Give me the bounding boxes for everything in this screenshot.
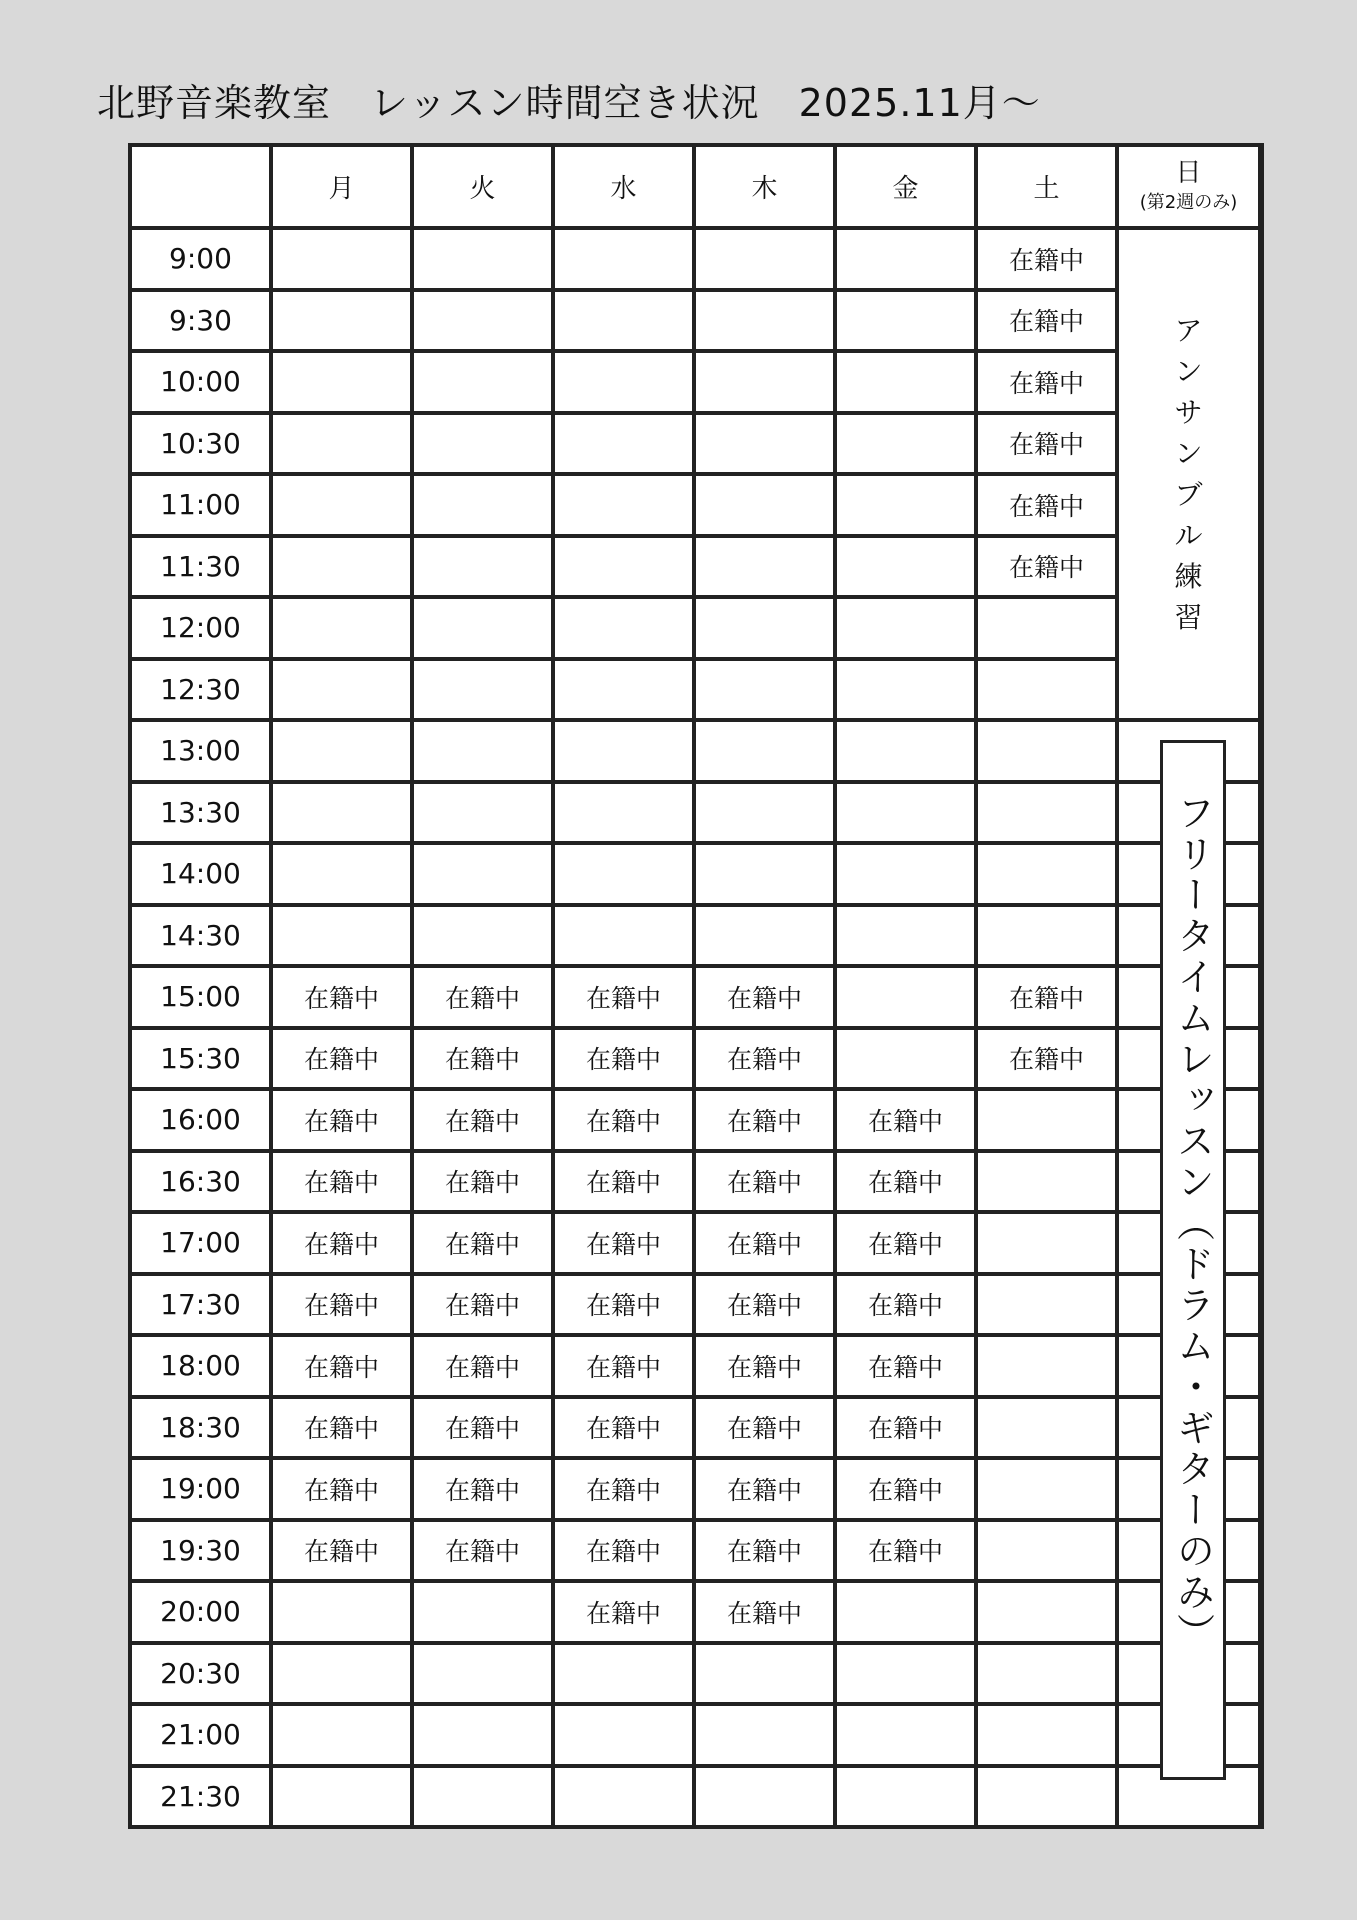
slot-cell: 在籍中 <box>696 1337 833 1395</box>
slot-cell <box>273 845 410 903</box>
time-label: 11:00 <box>132 476 269 534</box>
slot-cell <box>555 1645 692 1703</box>
time-label: 15:30 <box>132 1030 269 1088</box>
slot-cell <box>837 1030 974 1088</box>
slot-cell <box>555 599 692 657</box>
slot-cell <box>273 722 410 780</box>
slot-cell: 在籍中 <box>837 1337 974 1395</box>
slot-cell <box>414 230 551 288</box>
slot-cell: 在籍中 <box>837 1460 974 1518</box>
time-label: 18:30 <box>132 1399 269 1457</box>
slot-cell: 在籍中 <box>555 1399 692 1457</box>
slot-cell <box>978 907 1115 965</box>
slot-cell <box>696 476 833 534</box>
slot-cell <box>696 845 833 903</box>
slot-cell <box>414 476 551 534</box>
slot-cell <box>978 661 1115 719</box>
slot-cell: 在籍中 <box>273 1399 410 1457</box>
slot-cell <box>696 292 833 350</box>
slot-cell <box>414 1583 551 1641</box>
time-label: 19:30 <box>132 1522 269 1580</box>
slot-cell <box>273 415 410 473</box>
schedule-table <box>128 143 1264 1829</box>
slot-cell: 在籍中 <box>414 1337 551 1395</box>
header-corner <box>132 147 269 226</box>
ensemble-char: ン <box>1174 355 1203 388</box>
slot-cell: 在籍中 <box>555 1214 692 1272</box>
slot-cell <box>273 661 410 719</box>
slot-cell <box>837 968 974 1026</box>
slot-cell <box>555 1768 692 1826</box>
slot-cell <box>555 353 692 411</box>
slot-cell: 在籍中 <box>273 1091 410 1149</box>
day-header: 月 <box>273 147 410 226</box>
time-label: 12:00 <box>132 599 269 657</box>
slot-cell <box>273 476 410 534</box>
slot-cell: 在籍中 <box>273 1522 410 1580</box>
slot-cell <box>837 1706 974 1764</box>
slot-cell: 在籍中 <box>978 1030 1115 1088</box>
slot-cell <box>273 230 410 288</box>
slot-cell <box>696 661 833 719</box>
slot-cell: 在籍中 <box>696 1030 833 1088</box>
slot-cell <box>555 907 692 965</box>
sunday-note: (第2週のみ) <box>1139 192 1238 214</box>
free-lesson-banner <box>1160 740 1226 1780</box>
slot-cell <box>696 415 833 473</box>
slot-cell: 在籍中 <box>555 1276 692 1334</box>
slot-cell <box>273 1645 410 1703</box>
slot-cell: 在籍中 <box>696 1276 833 1334</box>
slot-cell: 在籍中 <box>978 415 1115 473</box>
time-label: 10:00 <box>132 353 269 411</box>
slot-cell <box>978 1153 1115 1211</box>
slot-cell <box>978 1399 1115 1457</box>
day-header: 水 <box>555 147 692 226</box>
page-title: 北野音楽教室 レッスン時間空き状況 2025.11月～ <box>97 81 1041 125</box>
slot-cell: 在籍中 <box>696 1460 833 1518</box>
slot-cell: 在籍中 <box>696 1214 833 1272</box>
slot-cell: 在籍中 <box>273 968 410 1026</box>
free-lesson-label: フリータイムレッスン（ドラム・ギターのみ） <box>1170 793 1215 1654</box>
slot-cell: 在籍中 <box>978 292 1115 350</box>
slot-cell <box>273 599 410 657</box>
time-label: 13:00 <box>132 722 269 780</box>
time-label: 9:30 <box>132 292 269 350</box>
slot-cell <box>696 1768 833 1826</box>
slot-cell: 在籍中 <box>273 1030 410 1088</box>
slot-cell <box>414 538 551 596</box>
slot-cell: 在籍中 <box>414 1030 551 1088</box>
slot-cell <box>978 1583 1115 1641</box>
slot-cell: 在籍中 <box>696 1153 833 1211</box>
time-label: 16:00 <box>132 1091 269 1149</box>
slot-cell <box>273 1583 410 1641</box>
slot-cell: 在籍中 <box>978 968 1115 1026</box>
slot-cell: 在籍中 <box>414 1091 551 1149</box>
slot-cell <box>696 1645 833 1703</box>
time-label: 19:00 <box>132 1460 269 1518</box>
slot-cell <box>414 1768 551 1826</box>
slot-cell: 在籍中 <box>414 968 551 1026</box>
slot-cell <box>837 722 974 780</box>
slot-cell <box>273 784 410 842</box>
slot-cell: 在籍中 <box>837 1153 974 1211</box>
slot-cell: 在籍中 <box>273 1460 410 1518</box>
time-label: 20:30 <box>132 1645 269 1703</box>
slot-cell <box>978 1337 1115 1395</box>
slot-cell <box>837 907 974 965</box>
slot-cell <box>978 1214 1115 1272</box>
slot-cell <box>837 476 974 534</box>
slot-cell: 在籍中 <box>978 230 1115 288</box>
slot-cell <box>837 784 974 842</box>
time-label: 18:00 <box>132 1337 269 1395</box>
slot-cell <box>555 415 692 473</box>
slot-cell <box>555 1706 692 1764</box>
slot-cell <box>978 1522 1115 1580</box>
slot-cell: 在籍中 <box>555 1091 692 1149</box>
slot-cell: 在籍中 <box>555 1030 692 1088</box>
slot-cell <box>978 599 1115 657</box>
slot-cell: 在籍中 <box>978 538 1115 596</box>
slot-cell: 在籍中 <box>837 1399 974 1457</box>
slot-cell <box>555 292 692 350</box>
slot-cell <box>978 784 1115 842</box>
ensemble-char: ブ <box>1174 478 1203 511</box>
sunday-label: 日 <box>1175 158 1202 189</box>
slot-cell: 在籍中 <box>978 353 1115 411</box>
ensemble-block <box>1119 230 1258 718</box>
slot-cell <box>555 661 692 719</box>
slot-cell: 在籍中 <box>273 1337 410 1395</box>
ensemble-char: ル <box>1174 519 1203 552</box>
day-header: 金 <box>837 147 974 226</box>
ensemble-char: ア <box>1174 314 1203 347</box>
slot-cell: 在籍中 <box>414 1399 551 1457</box>
slot-cell: 在籍中 <box>273 1153 410 1211</box>
slot-cell <box>555 845 692 903</box>
slot-cell <box>696 353 833 411</box>
time-label: 10:30 <box>132 415 269 473</box>
slot-cell <box>978 1460 1115 1518</box>
slot-cell <box>555 230 692 288</box>
time-label: 17:30 <box>132 1276 269 1334</box>
slot-cell: 在籍中 <box>273 1276 410 1334</box>
slot-cell <box>273 292 410 350</box>
slot-cell <box>978 1645 1115 1703</box>
slot-cell <box>273 538 410 596</box>
time-label: 14:30 <box>132 907 269 965</box>
slot-cell <box>414 907 551 965</box>
slot-cell <box>837 1583 974 1641</box>
slot-cell <box>978 845 1115 903</box>
slot-cell <box>978 722 1115 780</box>
slot-cell <box>837 1645 974 1703</box>
ensemble-char: 練 <box>1174 560 1203 593</box>
slot-cell: 在籍中 <box>414 1214 551 1272</box>
slot-cell <box>978 1768 1115 1826</box>
slot-cell: 在籍中 <box>555 968 692 1026</box>
slot-cell <box>837 1768 974 1826</box>
slot-cell <box>978 1091 1115 1149</box>
time-label: 15:00 <box>132 968 269 1026</box>
slot-cell <box>978 1706 1115 1764</box>
slot-cell: 在籍中 <box>555 1337 692 1395</box>
slot-cell <box>555 784 692 842</box>
slot-cell: 在籍中 <box>273 1214 410 1272</box>
time-label: 16:30 <box>132 1153 269 1211</box>
slot-cell <box>696 784 833 842</box>
slot-cell <box>555 722 692 780</box>
slot-cell <box>696 907 833 965</box>
time-label: 20:00 <box>132 1583 269 1641</box>
slot-cell <box>696 722 833 780</box>
slot-cell: 在籍中 <box>414 1522 551 1580</box>
slot-cell: 在籍中 <box>837 1522 974 1580</box>
slot-cell <box>978 1276 1115 1334</box>
slot-cell <box>837 845 974 903</box>
slot-cell: 在籍中 <box>978 476 1115 534</box>
slot-cell: 在籍中 <box>696 1091 833 1149</box>
slot-cell <box>414 1706 551 1764</box>
slot-cell: 在籍中 <box>837 1276 974 1334</box>
day-header: 木 <box>696 147 833 226</box>
slot-cell <box>414 599 551 657</box>
slot-cell <box>837 661 974 719</box>
slot-cell: 在籍中 <box>555 1460 692 1518</box>
slot-cell: 在籍中 <box>837 1091 974 1149</box>
slot-cell: 在籍中 <box>696 1399 833 1457</box>
time-label: 14:00 <box>132 845 269 903</box>
slot-cell <box>414 292 551 350</box>
slot-cell <box>837 353 974 411</box>
slot-cell <box>273 1768 410 1826</box>
slot-cell <box>273 1706 410 1764</box>
slot-cell <box>414 784 551 842</box>
time-label: 21:00 <box>132 1706 269 1764</box>
slot-cell <box>414 1645 551 1703</box>
slot-cell <box>555 476 692 534</box>
slot-cell <box>696 230 833 288</box>
time-label: 11:30 <box>132 538 269 596</box>
slot-cell <box>414 353 551 411</box>
day-header: 土 <box>978 147 1115 226</box>
slot-cell <box>696 1706 833 1764</box>
slot-cell <box>414 661 551 719</box>
time-label: 17:00 <box>132 1214 269 1272</box>
slot-cell <box>414 845 551 903</box>
ensemble-char: 習 <box>1174 601 1203 634</box>
slot-cell: 在籍中 <box>837 1214 974 1272</box>
slot-cell <box>414 722 551 780</box>
slot-cell: 在籍中 <box>696 1522 833 1580</box>
slot-cell <box>837 415 974 473</box>
slot-cell <box>273 907 410 965</box>
slot-cell <box>273 353 410 411</box>
slot-cell <box>837 230 974 288</box>
slot-cell: 在籍中 <box>555 1153 692 1211</box>
day-header: 火 <box>414 147 551 226</box>
slot-cell <box>555 538 692 596</box>
slot-cell: 在籍中 <box>414 1276 551 1334</box>
slot-cell: 在籍中 <box>414 1460 551 1518</box>
time-label: 21:30 <box>132 1768 269 1826</box>
ensemble-char: ン <box>1174 437 1203 470</box>
time-label: 13:30 <box>132 784 269 842</box>
sunday-header <box>1119 147 1258 226</box>
slot-cell: 在籍中 <box>696 1583 833 1641</box>
slot-cell <box>837 292 974 350</box>
slot-cell <box>696 599 833 657</box>
slot-cell <box>837 599 974 657</box>
slot-cell: 在籍中 <box>555 1522 692 1580</box>
slot-cell: 在籍中 <box>696 968 833 1026</box>
slot-cell: 在籍中 <box>555 1583 692 1641</box>
slot-cell <box>837 538 974 596</box>
ensemble-char: サ <box>1174 396 1203 429</box>
slot-cell <box>414 415 551 473</box>
time-label: 9:00 <box>132 230 269 288</box>
time-label: 12:30 <box>132 661 269 719</box>
slot-cell <box>696 538 833 596</box>
slot-cell: 在籍中 <box>414 1153 551 1211</box>
